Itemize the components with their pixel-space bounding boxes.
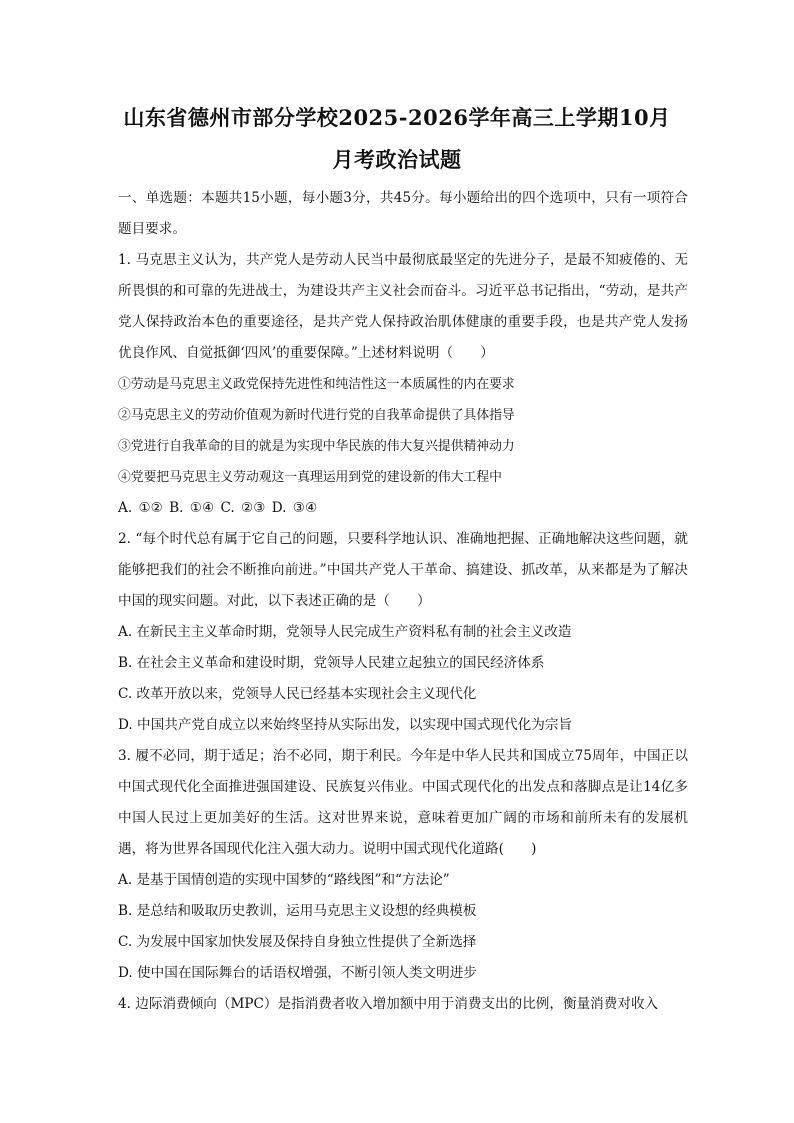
question-2-option-a: A. 在新民主主义革命时期，党领导人民完成生产资料私有制的社会主义改造 <box>118 624 572 640</box>
question-1-choices: A. ①② B. ①④ C. ②③ D. ③④ <box>118 500 318 516</box>
exam-title-line-1: 山东省德州市部分学校2025-2026学年高三上学期10月 <box>123 105 671 130</box>
question-4-stem: 4. 边际消费倾向（MPC）是指消费者收入增加额中用于消费支出的比例，衡量消费对收入 <box>118 996 659 1012</box>
exam-title-line-2: 月考政治试题 <box>332 147 462 172</box>
question-1-statement-1: ①劳动是马克思主义政党保持先进性和纯洁性这一本质属性的内在要求 <box>118 377 515 392</box>
question-2-stem: 2. “每个时代总有属于它自己的问题，只要科学地认识、准确地把握、正确地解决这些问题，就能够把我们的社会不断推向前进。”中国共产党人干革命、搞建设、抓改革，从来都是为了解决中国的现实问题。对此，以下表述正确的是（ ） <box>118 531 688 609</box>
question-3-option-a: A. 是基于国情创造的实现中国梦的“路线图”和“方法论” <box>118 872 450 888</box>
section-instructions: 一、单选题：本题共15小题，每小题3分，共45分。每小题给出的四个选项中，只有一项符合题目要求。 <box>118 190 688 237</box>
question-2-option-d: D. 中国共产党自成立以来始终坚持从实际出发，以实现中国式现代化为宗旨 <box>118 717 573 733</box>
exam-body <box>118 183 688 1020</box>
question-1-statement-4: ④党要把马克思主义劳动观这一真理运用到党的建设新的伟大工程中 <box>118 470 502 485</box>
question-3-option-c: C. 为发展中国家加快发展及保持自身独立性提供了全新选择 <box>118 934 477 950</box>
question-1-statement-2: ②马克思主义的劳动价值观为新时代进行党的自我革命提供了具体指导 <box>118 408 515 423</box>
question-2-option-c: C. 改革开放以来，党领导人民已经基本实现社会主义现代化 <box>118 686 477 702</box>
question-3-option-b: B. 是总结和吸取历史教训，运用马克思主义设想的经典模板 <box>118 903 477 919</box>
question-1-stem: 1. 马克思主义认为，共产党人是劳动人民当中最彻底最坚定的先进分子，是最不知疲倦的、无所畏惧的和可靠的先进战士，为建设共产主义社会而奋斗。习近平总书记指出，“劳动，是共产党人保持政治本色的重要途径，是共产党人保持政治肌体健康的重要手段，也是共产党人发扬优良作风、自觉抵御‘四风’的重要保障。”上述材料说明（ ） <box>118 252 688 361</box>
question-3-stem: 3. 履不必同，期于适足；治不必同，期于利民。今年是中华人民共和国成立75周年，中国正以中国式现代化全面推进强国建设、民族复兴伟业。中国式现代化的出发点和落脚点是让14亿多中国人民过上更加美好的生活。这对世界来说，意味着更加广阔的市场和前所未有的发展机遇，将为世界各国现代化注入强大动力。说明中国式现代化道路( ) <box>118 748 688 857</box>
question-2-option-b: B. 在社会主义革命和建设时期，党领导人民建立起独立的国民经济体系 <box>118 655 545 671</box>
question-3-option-d: D. 使中国在国际舞台的话语权增强，不断引领人类文明进步 <box>118 965 477 981</box>
question-1-statement-3: ③党进行自我革命的目的就是为实现中华民族的伟大复兴提供精神动力 <box>118 439 515 454</box>
